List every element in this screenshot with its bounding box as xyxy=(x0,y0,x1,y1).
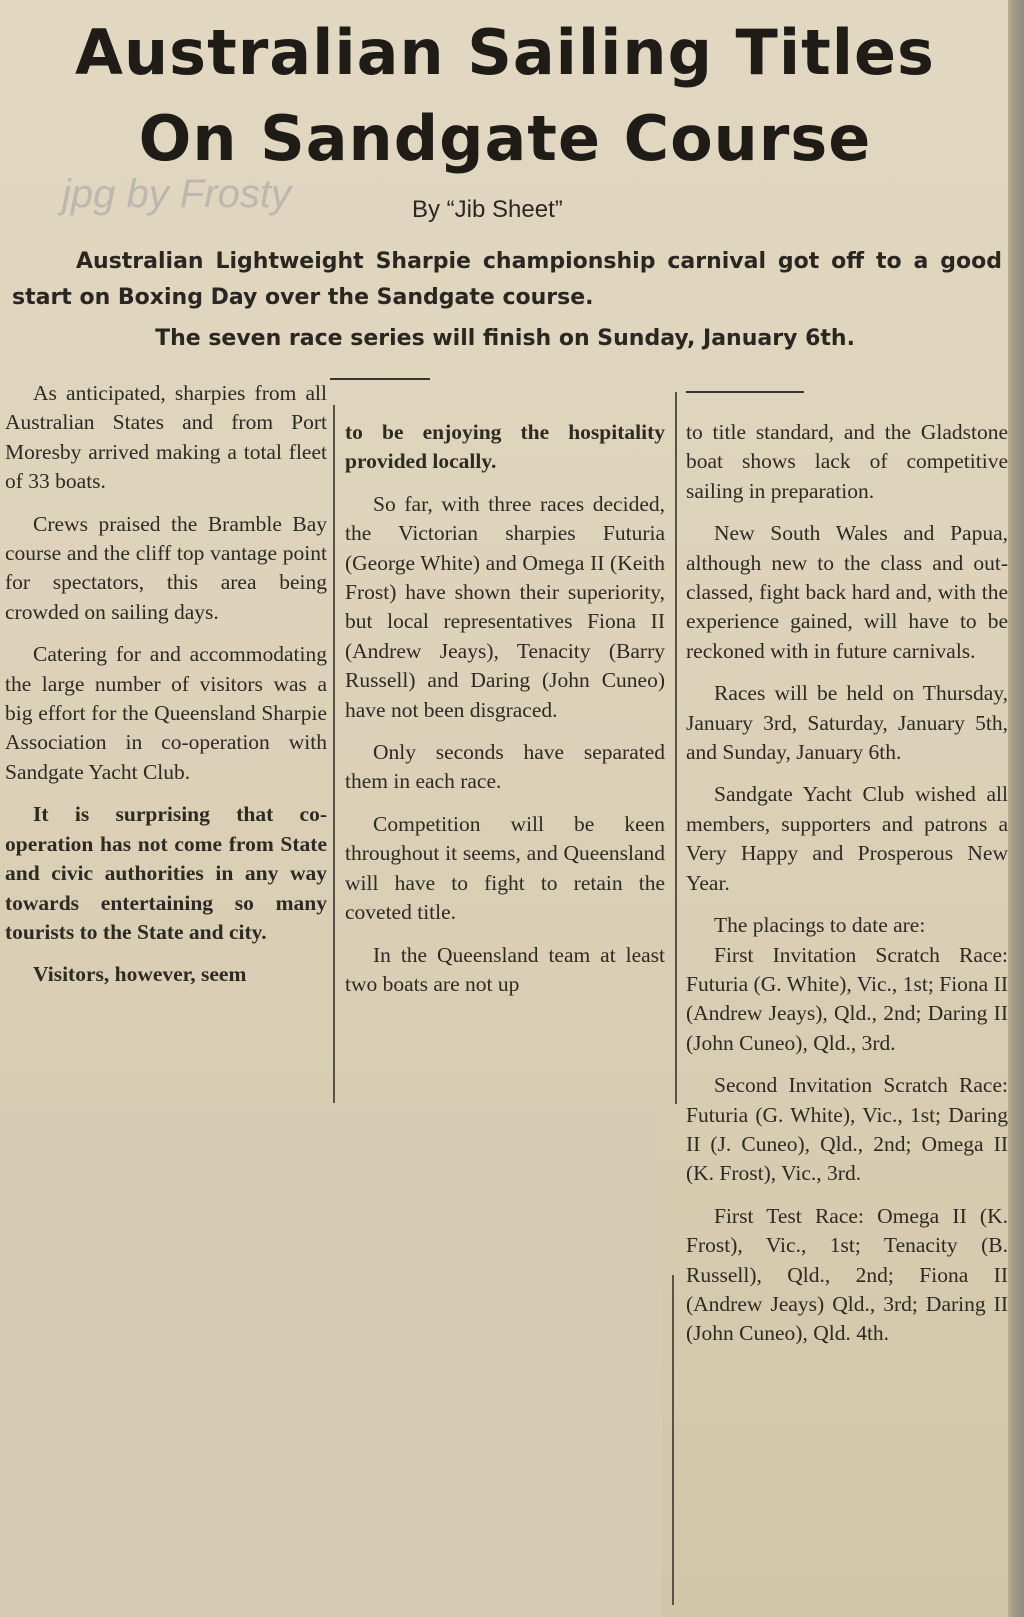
watermark: jpg by Frosty xyxy=(62,172,291,216)
paragraph-bold: It is surprising that co-operation has not come from State and civic authorities in any way towards entertaining so many tourists to the State and city. xyxy=(5,802,327,944)
column-divider-2-lower xyxy=(672,1275,674,1605)
subline: The seven race series will finish on Sunday, January 6th. xyxy=(155,326,855,351)
column-divider-2 xyxy=(675,392,677,1104)
byline: By “Jib Sheet” xyxy=(412,196,563,223)
paragraph: As anticipated, sharpies from all Australian States and from Port Moresby arrived making a total fleet of 33 boats. xyxy=(5,381,327,494)
paragraph-bold: to be enjoying the hospitality provided locally. xyxy=(345,420,665,474)
paragraph-bold: Visitors, however, seem xyxy=(33,962,247,987)
placings-race-2: Second Invitation Scratch Race: Futuria (G. White), Vic., 1st; Daring II (J. Cuneo), Qld., 2nd; Omega II (K. Frost), Vic., 3rd. xyxy=(686,1073,1008,1186)
paragraph: Competition will be keen throughout it seems, and Queensland will have to fight to retain the coveted title. xyxy=(345,811,665,925)
paragraph: So far, with three races decided, the Victorian sharpies Futuria (George White) and Omega II (Keith Frost) have shown their superiority, but local representatives Fiona II (Andrew Jeays), Tenacity (Barry Russell) and Daring (John Cuneo) have not been disgraced. xyxy=(345,491,665,722)
column-rule-top-3 xyxy=(686,391,804,393)
paragraph: Races will be held on Thursday, January 3rd, Saturday, January 5th, and Sunday, January 6th. xyxy=(686,681,1008,765)
headline-line-2: On Sandgate Course xyxy=(138,102,872,175)
paragraph: Only seconds have separated them in each race. xyxy=(345,740,665,794)
column-2 xyxy=(345,418,665,1012)
paragraph: Catering for and accommodating the large number of visitors was a big effort for the Queensland Sharpie Association in co-operation with Sandgate Yacht Club. xyxy=(5,642,327,784)
column-1 xyxy=(5,379,327,1003)
intro-paragraph: Australian Lightweight Sharpie championship carnival got off to a good start on Boxing Day over the Sandgate course. xyxy=(12,249,1002,310)
paragraph: to title standard, and the Gladstone boat shows lack of competitive sailing in preparation. xyxy=(686,420,1008,503)
paragraph: New South Wales and Papua, although new to the class and out-classed, fight back hard and, with the experience gained, will have to be reckoned with in future carnivals. xyxy=(686,521,1008,663)
placings-race-3: First Test Race: Omega II (K. Frost), Vic., 1st; Tenacity (B. Russell), Qld., 2nd; Fiona II (Andrew Jeays) Qld., 3rd; Daring II (John Cuneo), Qld. 4th. xyxy=(686,1203,1008,1346)
column-divider-1 xyxy=(333,405,335,1103)
placings-heading: The placings to date are: xyxy=(714,913,926,938)
paragraph: Sandgate Yacht Club wished all members, supporters and patrons a Very Happy and Prosperous New Year. xyxy=(686,782,1008,895)
headline-line-1: Australian Sailing Titles xyxy=(75,16,935,89)
placings-race-1: First Invitation Scratch Race: Futuria (G. White), Vic., 1st; Fiona II (Andrew Jeays), Qld., 2nd; Daring II (John Cuneo), Qld., 3rd. xyxy=(686,942,1008,1055)
headline xyxy=(0,10,1010,182)
column-rule-top-2 xyxy=(330,378,430,380)
paragraph: In the Queensland team at least two boats are not up xyxy=(345,942,665,996)
paper-edge-shadow xyxy=(1008,0,1024,1617)
paragraph: Crews praised the Bramble Bay course and the cliff top vantage point for spectators, this area being crowded on sailing days. xyxy=(5,511,327,624)
column-3 xyxy=(686,418,1008,1362)
